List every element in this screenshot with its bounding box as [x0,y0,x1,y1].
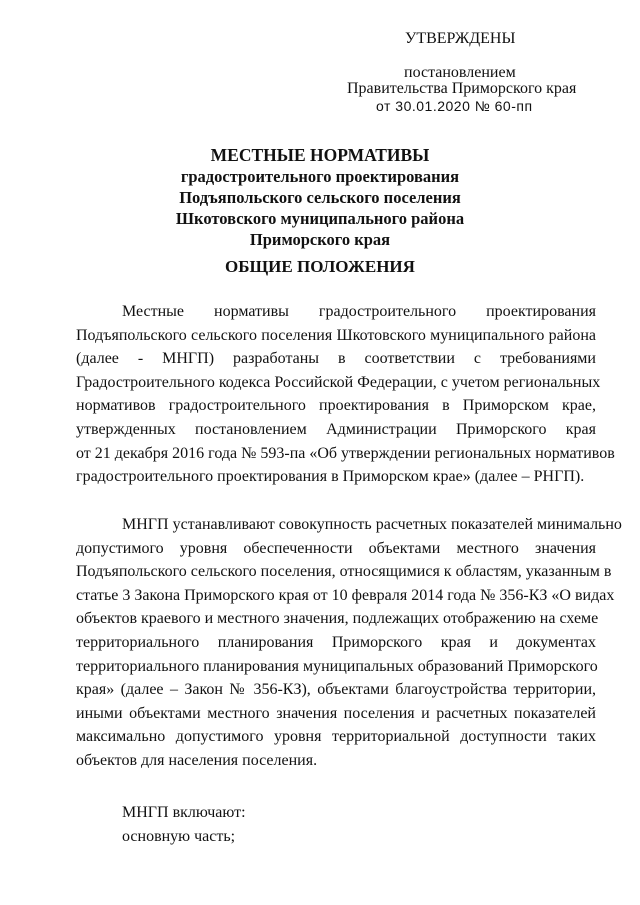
approved-by: постановлением [404,64,516,81]
text-line: МНГП устанавливают совокупность расчетных показателей минимально [122,516,622,533]
resolution-date-number: от 30.01.2020 № 60-пп [376,98,533,114]
text-line: статье 3 Закона Приморского края от 10 февраля 2014 года № 356-КЗ «О видах [76,586,615,604]
document-title: МЕСТНЫЕ НОРМАТИВЫ [210,145,430,165]
text-line: от 21 декабря 2016 года № 593-па «Об утверждении региональных нормативов [76,444,615,462]
text-line: (далее - МНГП) разработаны в соответствии с требованиями [76,350,596,368]
section-heading: ОБЩИЕ ПОЛОЖЕНИЯ [225,257,415,276]
text-line: Подъяпольского сельского поселения, относящимися к областям, указанным в [76,563,612,581]
paragraph-general-2 [76,513,622,773]
text-line: максимально допустимого уровня территориальной доступности таких [76,728,596,746]
text-line: объектов краевого и местного значения, подлежащих отображению на схеме [76,610,599,628]
text-line: территориального планирования Приморского края и документах [76,633,596,651]
paragraph-general-1 [76,300,615,489]
text-line: объектов для населения поселения. [76,751,318,769]
approved-label: УТВЕРЖДЕНЫ [405,30,516,47]
text-line: иными объектами местного значения поселения и расчетных показателей [76,704,596,722]
document-subtitle-line-2: Подъяпольского сельского поселения [179,188,461,207]
text-line: Местные нормативы градостроительного проектирования [122,303,596,320]
text-line: МНГП включают: [122,804,246,821]
document-subtitle-line-1: градостроительного проектирования [180,167,460,186]
paragraph-includes [76,801,596,825]
text-line: Градостроительного кодекса Российской Федерации, с учетом региональных [76,373,601,391]
text-line: края» (далее – Закон № 356-КЗ), объектами благоустройства территории, [76,681,596,699]
document-subtitle-line-4: Приморского края [249,230,391,249]
text-line: Подъяпольского сельского поселения Шкотовского муниципального района [76,326,596,344]
approving-authority: Правительства Приморского края [347,80,577,97]
text-line: градостроительного проектирования в Приморском крае» (далее – РНГП). [76,468,585,486]
text-line: допустимого уровня обеспеченности объектами местного значения [76,539,596,557]
text-line: нормативов градостроительного проектирования в Приморском крае, [76,397,596,415]
text-line: основную часть; [122,828,236,845]
document-subtitle-line-3: Шкотовского муниципального района [175,209,465,228]
text-line: утвержденных постановлением Администрации Приморского края [76,420,596,438]
text-line: территориального планирования муниципальных образований Приморского [76,657,598,675]
paragraph-main-part [76,825,596,849]
